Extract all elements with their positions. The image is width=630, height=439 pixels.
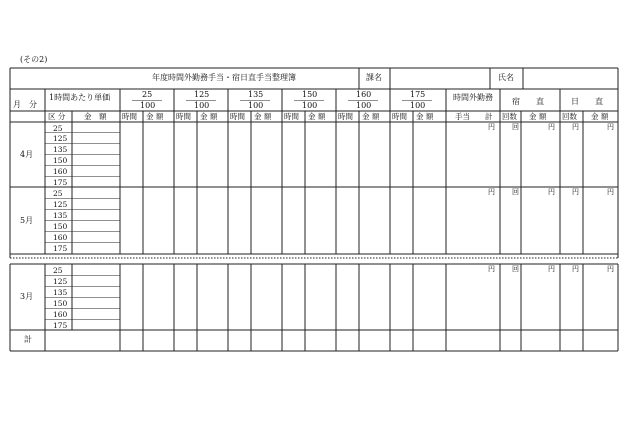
unit-yen: 円	[607, 123, 614, 131]
subheader-kingaku-short: 金 額	[254, 112, 272, 121]
unit-yen: 円	[548, 188, 555, 196]
subheader-jikan: 時間	[392, 112, 407, 121]
rate-row-label: 25	[53, 123, 63, 133]
rate-denominator: 100	[410, 101, 426, 110]
rate-numerator: 175	[410, 90, 426, 99]
unit-yen: 円	[572, 123, 579, 131]
unit-yen: 円	[607, 188, 614, 196]
rate-row-label: 25	[53, 188, 63, 198]
month-label: 5月	[20, 215, 34, 225]
rate-numerator: 125	[194, 90, 210, 99]
subheader-kingaku-short: 金 額	[308, 112, 326, 121]
unit-yen: 円	[607, 265, 614, 273]
subheader-jikan: 時間	[230, 112, 245, 121]
rate-denominator: 100	[140, 101, 156, 110]
rate-row-label: 150	[53, 298, 68, 308]
rate-row-label: 150	[53, 222, 68, 231]
subheader-jikan: 時間	[338, 112, 353, 121]
subheader-kingaku-short: 金 額	[200, 112, 218, 121]
rate-row-label: 150	[53, 156, 68, 165]
subheader-kingaku: 金 額	[84, 112, 107, 121]
unit-yen: 円	[488, 265, 495, 273]
rate-denominator: 100	[248, 101, 264, 110]
rate-numerator: 160	[356, 90, 372, 99]
subheader-kingaku-short: 金 額	[362, 112, 380, 121]
unit-yen: 円	[572, 265, 579, 273]
rate-row-label: 160	[53, 166, 68, 176]
shukuchoku-label: 宿 直	[512, 97, 544, 106]
rate-numerator: 150	[302, 90, 318, 99]
rate-row-label: 160	[53, 309, 68, 319]
subheader-count: 回数	[502, 112, 517, 121]
rate-denominator: 100	[194, 101, 210, 110]
month-label: 3月	[20, 292, 34, 301]
form-title: 年度時間外勤務手当・宿日直手当整理簿	[152, 73, 296, 82]
subheader-teate-total: 手当 計	[455, 112, 493, 121]
rate-row-label: 135	[53, 145, 68, 155]
rate-denominator: 100	[356, 101, 372, 110]
rate-row-label: 135	[53, 210, 68, 220]
subheader-kingaku-short: 金 額	[146, 112, 164, 121]
month-label: 月 分	[13, 100, 37, 109]
month-label: 4月	[20, 149, 34, 159]
subheader-jikan: 時間	[176, 112, 191, 121]
unit-yen: 円	[548, 123, 555, 131]
rate-row-label: 125	[53, 199, 68, 209]
rate-row-label: 175	[53, 320, 68, 330]
unit-yen: 円	[548, 265, 555, 273]
subheader-kubun: 区 分	[48, 112, 66, 121]
overtime-label: 時間外勤務	[453, 93, 493, 102]
name-label: 氏名	[498, 73, 514, 82]
subheader-count: 回数	[562, 112, 577, 121]
rate-row-label: 25	[53, 265, 63, 275]
subheader-kingaku-short: 金 額	[416, 112, 434, 121]
section-label: 課名	[366, 73, 382, 82]
subheader-jikan: 時間	[122, 112, 137, 121]
rate-numerator: 135	[248, 90, 264, 99]
unit-yen: 円	[572, 188, 579, 196]
unit-price-label: 1時間あたり単価	[49, 93, 111, 102]
rate-row-label: 135	[53, 287, 68, 297]
rate-row-label: 125	[53, 134, 68, 144]
unit-kai: 回	[512, 265, 519, 273]
rate-row-label: 125	[53, 276, 68, 286]
unit-yen: 円	[488, 188, 495, 196]
subheader-kingaku-short: 金 額	[591, 112, 609, 121]
rate-row-label: 160	[53, 233, 68, 243]
unit-yen: 円	[488, 123, 495, 131]
unit-kai: 回	[512, 188, 519, 196]
total-label: 計	[24, 335, 32, 344]
page-label: (その2)	[20, 55, 48, 64]
subheader-jikan: 時間	[284, 112, 299, 121]
unit-kai: 回	[512, 123, 519, 131]
rate-denominator: 100	[302, 101, 318, 110]
rate-row-label: 175	[53, 244, 68, 254]
nicchoku-label: 日 直	[571, 97, 603, 106]
subheader-kingaku-short: 金 額	[529, 112, 547, 121]
rate-row-label: 175	[53, 177, 68, 187]
rate-numerator: 25	[142, 90, 153, 99]
